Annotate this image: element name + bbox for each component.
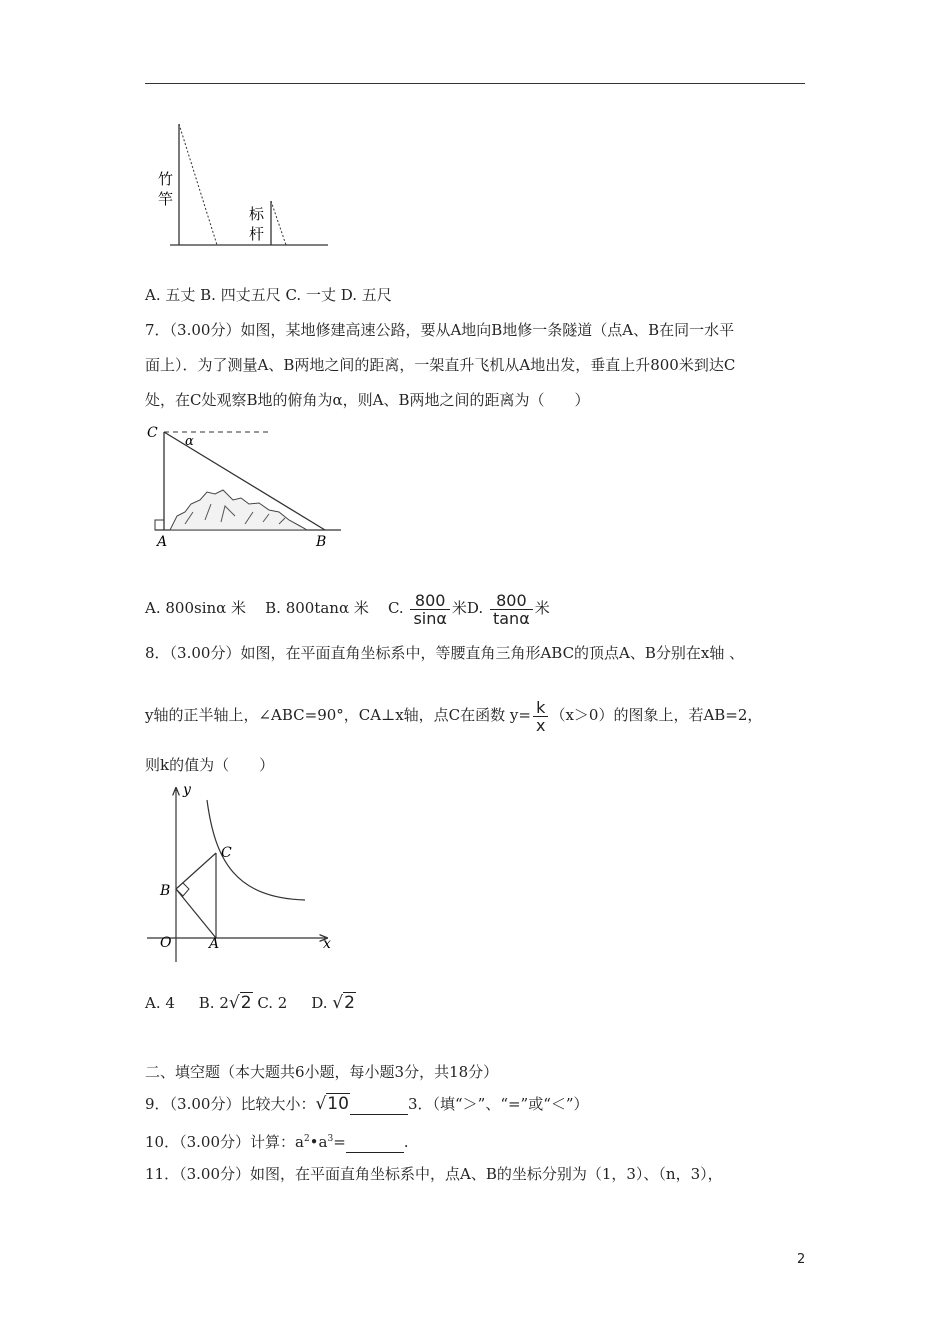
q7-option-d: D.: [466, 599, 484, 617]
q7-line-3: 处，在C处观察B地的俯角为α，则A、B两地之间的距离为（ ）: [145, 391, 590, 409]
q9-sqrt: √10: [315, 1094, 349, 1114]
q8-fraction: $\frac{k}{x}$: [533, 699, 548, 734]
q7-option-d-fraction: $\frac{800}{\tan\alpha}$: [490, 592, 533, 627]
q8-options: [145, 993, 356, 1013]
coordinate-figure: [145, 780, 345, 970]
q7-option-c: C.: [387, 599, 404, 617]
pole-shadow-figure: [158, 118, 335, 253]
q8-line-1: 8．（3.00分）如图，在平面直角坐标系中，等腰直角三角形ABC的顶点A、B分别在x轴 、: [145, 644, 745, 662]
q11-line-1: 11．（3.00分）如图，在平面直角坐标系中，点A、B的坐标分别为（1，3）、（n，3），: [145, 1165, 723, 1183]
point-a-label: A: [209, 936, 220, 952]
pole-label-1: 竹: [158, 170, 174, 188]
q10-answer-blank[interactable]: [346, 1132, 404, 1153]
label-alpha: α: [185, 434, 194, 449]
rod-label-2: 杆: [249, 225, 265, 243]
q8-line-3: 则k的值为（ ）: [145, 756, 275, 774]
q8-option-a: A. 4: [145, 994, 175, 1012]
q9-answer-blank[interactable]: [350, 1094, 408, 1115]
point-c-label: C: [221, 845, 232, 861]
q7-line-1: 7．（3.00分）如图，某地修建高速公路，要从A地向B地修一条隧道（点A、B在同一水平: [145, 321, 735, 339]
point-b-label: B: [160, 883, 171, 899]
q7-options: A. 800sinα 米 B. 800tanα 米 C. $\frac{800}{\sin\alpha}$ 米D. $\frac{800}{\tan\alpha}$ 米: [145, 590, 550, 628]
header-rule: [145, 83, 805, 84]
axis-x-label: x: [323, 936, 331, 952]
q6-options: A. 五丈 B. 四丈五尺 C. 一丈 D. 五尺: [145, 286, 392, 304]
q8-option-d: D.: [311, 994, 328, 1012]
axis-y-label: y: [183, 782, 191, 798]
q7-option-a: A. 800sinα 米: [145, 599, 247, 617]
q7-option-c-fraction: $\frac{800}{\sin\alpha}$: [410, 592, 449, 627]
q9-line: 9．（3.00分）比较大小：√10 3．（填“＞”、“=”或“＜”）: [145, 1094, 589, 1114]
label-c: C: [147, 425, 158, 441]
q8-option-b: B. 2: [198, 994, 229, 1012]
pole-label-2: 竿: [158, 190, 174, 208]
page-number: 2: [797, 1252, 806, 1267]
rod-label-1: 标: [249, 205, 265, 223]
tunnel-figure: [145, 420, 355, 550]
label-a: A: [157, 534, 168, 550]
q8-option-d-sqrt: √2: [332, 993, 355, 1013]
label-b: B: [316, 534, 327, 550]
q10-line: 10．（3.00分）计算：$a^2•a^3=$ .: [145, 1133, 409, 1151]
origin-label: O: [160, 935, 172, 951]
q8-line-2: y轴的正半轴上，∠ABC=90°，CA⊥x轴，点C在函数 y= $\frac{k}{x}$ （x＞0）的图象上，若AB=2，: [145, 697, 763, 735]
q7-line-2: 面上）．为了测量A、B两地之间的距离，一架直升飞机从A地出发，垂直上升800米到达C: [145, 356, 736, 374]
section-2-heading: 二、填空题（本大题共6小题，每小题3分，共18分）: [145, 1063, 499, 1081]
q8-option-c: C. 2: [257, 994, 288, 1012]
q8-option-b-sqrt: √2: [228, 993, 252, 1013]
q7-option-b: B. 800tanα 米: [265, 599, 369, 617]
